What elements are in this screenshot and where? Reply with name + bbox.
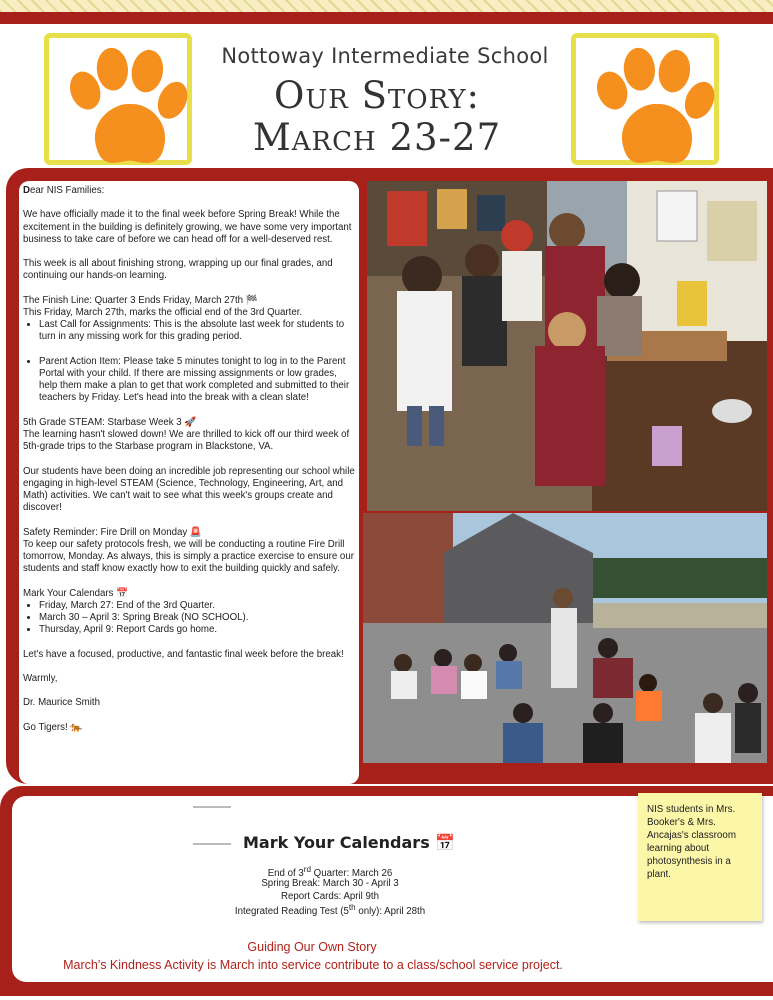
decorative-top-strip [0, 0, 773, 12]
paw-logo-right [571, 33, 719, 165]
principal-letter [23, 185, 357, 734]
photo-caption-text: NIS students in Mrs. Booker's & Mrs. Ancajas's classroom learning about photosynthesis in a plant. [647, 804, 736, 880]
finish-line-heading: The Finish Line: Quarter 3 Ends Friday, March 27th 🏁 [23, 294, 258, 306]
divider [193, 843, 231, 845]
list-item: • March 30 – April 3: Spring Break (NO SCHOOL). [39, 612, 357, 624]
outdoor-photo-image [363, 513, 767, 763]
classroom-photo-image [367, 181, 767, 511]
guiding-title: Guiding Our Own Story [247, 940, 377, 954]
go-tigers: Go Tigers! 🐅 [23, 721, 83, 733]
calendar-title: Mark Your Calendars 📅 [243, 833, 456, 852]
safety-text: To keep our safety protocols fresh, we will be conducting a routine Fire Drill tomorrow, Monday. As always, this is simply a practice exercise to ensure our students and staff know exactly how to exit the building quickly and safely. [23, 538, 354, 575]
page-title: Our Story: [274, 74, 480, 117]
letter-greeting: Dear NIS Families: [23, 185, 105, 196]
list-item: • Last Call for Assignments: This is the absolute last week for students to turn in any missing work for this grading period. [39, 319, 357, 343]
list-item: • Thursday, April 9: Report Cards go home. [39, 624, 357, 636]
steam-text-2: Our students have been doing an incredible job representing our school while engaging in high-level STEAM (Science, Technology, Engineering, Art, and Math) activities. We can't wait to see what this week's groups create and discover! [23, 465, 355, 514]
paw-logo-left [44, 33, 192, 165]
finish-line-list [39, 319, 357, 404]
safety-heading: Safety Reminder: Fire Drill on Monday 🚨 [23, 526, 202, 538]
outdoor-photo [363, 513, 767, 763]
list-item: • Friday, March 27: End of the 3rd Quarter. [39, 600, 357, 612]
calendar-heading: Mark Your Calendars 📅 [23, 587, 129, 599]
finish-line-text: This Friday, March 27th, marks the official end of the 3rd Quarter. [23, 306, 303, 318]
steam-text: The learning hasn't slowed down! We are thrilled to kick off our third week of 5th-grade trips to the Starbase program in Blackstone, VA. [23, 428, 350, 453]
calendar-line-reading-test: Integrated Reading Test (5th only): April 28th [234, 903, 426, 918]
steam-heading: 5th Grade STEAM: Starbase Week 3 🚀 [23, 416, 197, 428]
classroom-photo [367, 181, 767, 511]
page-title-dates: March 23-27 [252, 116, 502, 159]
top-red-band [0, 12, 773, 24]
letter-closing: Let's have a focused, productive, and fantastic final week before the break! [23, 648, 344, 660]
divider [193, 806, 231, 808]
calendar-line-report-cards: Report Cards: April 9th [281, 891, 379, 902]
letter-signature: Dr. Maurice Smith [23, 697, 100, 709]
paw-print-icon [584, 42, 722, 178]
photo-caption-note [638, 793, 762, 921]
letter-signoff: Warmly, [23, 672, 58, 684]
letter-intro: We have officially made it to the final week before Spring Break! While the excitement in the building is definitely growing, we have some very important business to take care of before we can head off for a well-deserved rest. [23, 209, 352, 245]
school-name: Nottoway Intermediate School [221, 44, 549, 68]
calendar-list [39, 600, 357, 637]
paw-print-icon [57, 42, 195, 178]
letter-week-summary: This week is all about finishing strong, wrapping up our final grades, and continuing our hands-on learning. [23, 258, 333, 282]
list-item: • Parent Action Item: Please take 5 minutes tonight to log in to the Parent Portal with your child. If there are missing assignments or low grades, help them make a plan to get that work completed and submitted to their teachers by Friday. Let's head into the break with a clean slate! [39, 356, 357, 405]
kindness-activity: March's Kindness Activity is March into service contribute to a class/school service project. [63, 958, 563, 972]
calendar-line-spring-break: Spring Break: March 30 - April 3 [261, 878, 399, 889]
calendar-line-quarter: End of 3rd Quarter: March 26 [267, 865, 393, 880]
